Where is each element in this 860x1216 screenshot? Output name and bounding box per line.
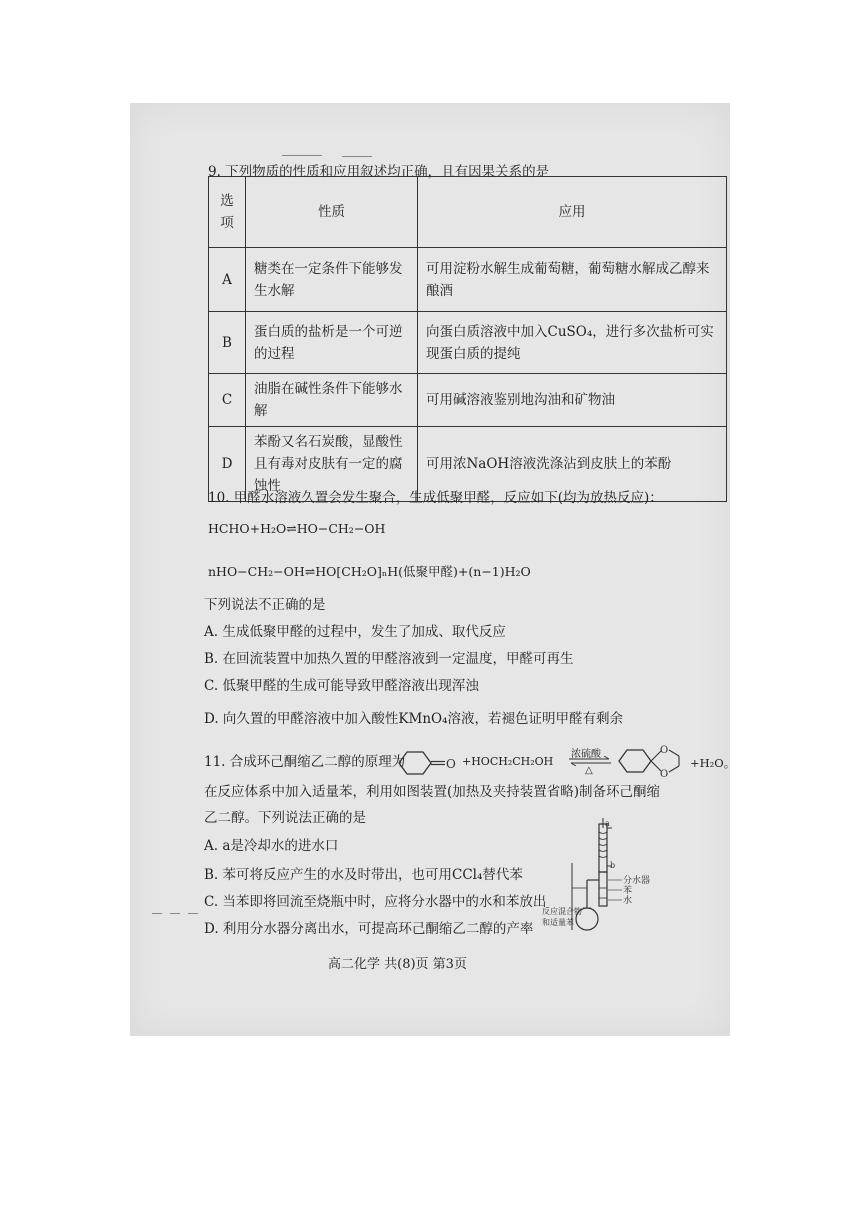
- q10-equation-2: nHO−CH₂−OH⇌HO[CH₂O]ₙH(低聚甲醛)+(n−1)H₂O: [208, 564, 531, 579]
- q11-condition: △: [585, 765, 593, 776]
- q11-catalyst: 浓硫酸: [571, 749, 601, 760]
- water-label: 水: [623, 896, 633, 906]
- row-option: C: [209, 374, 246, 427]
- header-property: 性质: [246, 177, 418, 248]
- separator-label: 分水器: [623, 876, 651, 886]
- q9-stem: 9. 下列物质的性质和应用叙述均正确，且有因果关系的是: [208, 164, 550, 180]
- svg-text:O: O: [660, 745, 669, 756]
- ketal-product-structure: [615, 743, 687, 779]
- table-row: [209, 312, 727, 374]
- row-option: A: [209, 248, 246, 312]
- flask-label-1: 反应混合物: [542, 907, 582, 916]
- row-application: 可用碱溶液鉴别地沟油和矿物油: [418, 374, 727, 427]
- scan-mark: [342, 156, 372, 157]
- scan-mark: [170, 913, 180, 914]
- oxygen-atom: O: [446, 757, 456, 771]
- q11-option-c: C. 当苯即将回流至烧瓶中时，应将分水器中的水和苯放出: [204, 894, 547, 910]
- q11-stem: 11. 合成环己酮缩乙二醇的原理为: [204, 754, 406, 770]
- scan-mark: [282, 155, 322, 156]
- flask-label-2: 和适量苯: [542, 918, 574, 927]
- cyclohexanone-structure: [395, 749, 465, 777]
- row-option: B: [209, 312, 246, 374]
- q11-reagent: +HOCH₂CH₂OH: [462, 755, 554, 768]
- scanned-page: [130, 103, 736, 1036]
- q10-option-d: D. 向久置的甲醛溶液中加入酸性KMnO₄溶液，若褪色证明甲醛有剩余: [204, 711, 624, 727]
- row-property: 苯酚又名石炭酸，显酸性且有毒对皮肤有一定的腐蚀性: [246, 427, 418, 502]
- table-row: [209, 248, 727, 312]
- table-header-row: [209, 177, 727, 248]
- row-property: 油脂在碱性条件下能够水解: [246, 374, 418, 427]
- page-footer: 高二化学 共(8)页 第3页: [328, 957, 467, 972]
- q10-option-a: A. 生成低聚甲醛的过程中，发生了加成、取代反应: [204, 624, 506, 640]
- row-application: 可用浓NaOH溶液洗涤沾到皮肤上的苯酚: [418, 427, 727, 502]
- q10-stem: 10. 甲醛水溶液久置会发生聚合，生成低聚甲醛，反应如下(均为放热反应)：: [208, 490, 663, 506]
- q11-water: +H₂O。: [690, 756, 736, 770]
- benzene-label: 苯: [623, 886, 633, 896]
- q11-option-a: A. a是冷却水的进水口: [204, 838, 339, 854]
- q9-table: [208, 176, 727, 502]
- scan-mark: [188, 913, 198, 914]
- q10-option-c: C. 低聚甲醛的生成可能导致甲醛溶液出现浑浊: [204, 678, 479, 694]
- reflux-apparatus-diagram: [542, 818, 727, 938]
- q11-line-2: 在反应体系中加入适量苯，利用如图装置(加热及夹持装置省略)制备环己酮缩: [204, 784, 661, 800]
- label-b: b: [610, 861, 616, 870]
- header-application: 应用: [418, 177, 727, 248]
- row-option: D: [209, 427, 246, 502]
- q11-option-d: D. 利用分水器分离出水，可提高环己酮缩乙二醇的产率: [204, 921, 534, 937]
- label-a: a: [605, 819, 610, 828]
- q10-prompt: 下列说法不正确的是: [204, 597, 326, 613]
- header-option: 选项: [209, 177, 246, 248]
- row-property: 糖类在一定条件下能够发生水解: [246, 248, 418, 312]
- row-application: 向蛋白质溶液中加入CuSO₄，进行多次盐析可实现蛋白质的提纯: [418, 312, 727, 374]
- q11-option-b: B. 苯可将反应产生的水及时带出，也可用CCl₄替代苯: [204, 867, 523, 883]
- row-property: 蛋白质的盐析是一个可逆的过程: [246, 312, 418, 374]
- scan-mark: [152, 913, 162, 914]
- q11-line-3: 乙二醇。下列说法正确的是: [204, 810, 366, 826]
- svg-text:O: O: [660, 769, 669, 779]
- q10-equation-1: HCHO+H₂O⇌HO−CH₂−OH: [208, 521, 386, 536]
- table-row: [209, 374, 727, 427]
- q10-option-b: B. 在回流装置中加热久置的甲醛溶液到一定温度，甲醛可再生: [204, 651, 574, 667]
- row-application: 可用淀粉水解生成葡萄糖，葡萄糖水解成乙醇来酿酒: [418, 248, 727, 312]
